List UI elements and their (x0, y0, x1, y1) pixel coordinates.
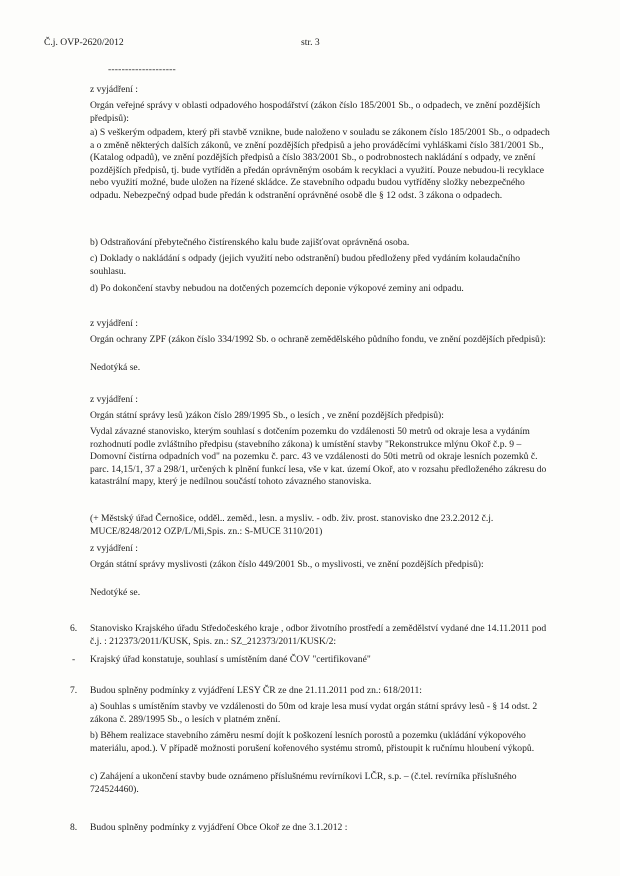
waste-condition-b: b) Odstraňování přebytečného čistírenského kalu bude zajišťovat oprávněná osoba. (90, 237, 410, 248)
zpf-authority-intro: Orgán ochrany ZPF (zákon číslo 334/1992 Sb. o ochraně zemědělského půdního fondu, ve znění pozdějších předpisů): (90, 334, 546, 345)
item-7-condition-c: c) Zahájení a ukončení stavby bude oznámeno příslušnému revírníkovi LČR, s.p. – (č.tel. revírníka příslušného 724524460). (90, 771, 517, 795)
hunting-result: Nedotýké se. (90, 587, 141, 598)
item-6-dash: - (72, 654, 76, 665)
item-7-condition-a: a) Souhlas s umístěním stavby ve vzdálenosti do 50m od kraje lesa musí vydat orgán státní správy lesů - § 14 odst. 2 zákona č. 289/1995 Sb., o lesích v platném znění. (90, 701, 538, 725)
item-6-dash-text: Krajský úřad konstatuje, souhlasí s umístěním dané ČOV "certifikované" (90, 654, 371, 665)
hunting-statement-label: z vyjádření : (90, 543, 138, 554)
waste-statement-label: z vyjádření : (90, 84, 138, 95)
item-7-condition-b: b) Během realizace stavebního záměru nesmí dojít k poškození lesních porostů a pozemku (ukládání výkopového materiálu, apod.). V případě možnosti porušení kořenového systému stromů, přistoupit k ručnímu hloubení výkopů. (90, 730, 535, 754)
item-7-text: Budou splněny podmínky z vyjádření LESY ČR ze dne 21.11.2011 pod zn.: 618/2011: (90, 685, 422, 696)
item-8-number: 8. (70, 822, 78, 833)
zpf-statement-label: z vyjádření : (90, 318, 138, 329)
hunting-authority-intro: Orgán státní správy myslivosti (zákon číslo 449/2001 Sb., o myslivosti, ve znění pozdějších předpisů): (90, 559, 484, 570)
forest-opinion-body: Vydal závazné stanovisko, kterým souhlasí s dotčením pozemku do vzdálenosti 50 metrů od okraje lesa a vydáním rozhodnutí podle zvláštního předpisu (stavebního zákona) k umístění stavby "Rekonstrukce mlýnu Okoř č.p. 9 – Domovní čistírna odpadních vod" na pozemku č. parc. 43 ve vzdálenosti do 50ti metrů od okraje lesních pozemků č. parc. 14,15/1, 37 a 298/1, určených k plnění funkcí lesa, vše v kat. území Okoř, ato v rozsahu předloženého zákresu do katastrální mapy, který je nedílnou součástí tohoto závazného stanoviska. (90, 426, 547, 488)
forest-opinion-note: (+ Městský úřad Černošice, odděl.. zeměd., lesn. a mysliv. - odb. živ. prost. stanovisko dne 23.2.2012 č.j. MUCE/8248/2012 OZP/L/Mi,Spis. zn.: S-MUCE 3110/201) (90, 513, 494, 537)
forest-statement-label: z vyjádření : (90, 394, 138, 405)
item-6-text: Stanovisko Krajského úřadu Středočeského kraje , odbor životního prostředí a zemědělství vydané dne 14.11.2011 pod č.j. : 212373/2011/KUSK, Spis. zn.: SZ_212373/2011/KUSK/2: (90, 623, 547, 647)
page-number: str. 3 (301, 37, 320, 48)
zpf-result: Nedotýká se. (90, 362, 141, 373)
waste-condition-a: a) S veškerým odpadem, který při stavbě vznikne, bude naloženo v souladu se zákonem číslo 185/2001 Sb., o odpadech a o změně některých dalších zákonů, ve znění pozdějších předpisů a jeho prováděcími vyhláškami číslo 381/2001 Sb., (Katalog odpadů), ve znění pozdějších předpisů a číslo 383/2001 Sb., o podrobnostech nakládání s odpady, ve znění pozdějších předpisů, tj. bude vytříděn a předán oprávněným osobám k recyklaci a využití. Pouze nebudou-li recyklace nebo využití možné, bude uložen na řízené skládce. Ze stavebního odpadu budou vytříděny složky nebezpečného odpadu. Nebezpečný odpad bude předán k odstranění oprávněné osobě dle § 12 odst. 3 zákona o odpadech. (90, 127, 550, 201)
waste-condition-c: c) Doklady o nakládání s odpady (jejich využití nebo odstranění) budou předloženy před vydáním kolaudačního souhlasu. (90, 253, 520, 277)
item-6-number: 6. (70, 623, 78, 634)
page-header (44, 37, 584, 51)
waste-authority-intro: Orgán veřejné správy v oblasti odpadového hospodářství (zákon číslo 185/2001 Sb., o odpadech, ve znění pozdějších předpisů): (90, 100, 541, 124)
waste-condition-d: d) Po dokončení stavby nebudou na dotčených pozemcích deponie výkopové zeminy ani odpadu. (90, 283, 464, 294)
document-reference: Č.j. OVP-2620/2012 (44, 37, 124, 48)
forest-authority-intro: Orgán státní správy lesů )zákon číslo 289/1995 Sb., o lesích , ve znění pozdějších předpisů): (90, 410, 444, 421)
item-8-text: Budou splněny podmínky z vyjádření Obce Okoř ze dne 3.1.2012 : (90, 822, 348, 833)
item-7-number: 7. (70, 685, 78, 696)
separator-line: -------------------- (108, 64, 176, 75)
